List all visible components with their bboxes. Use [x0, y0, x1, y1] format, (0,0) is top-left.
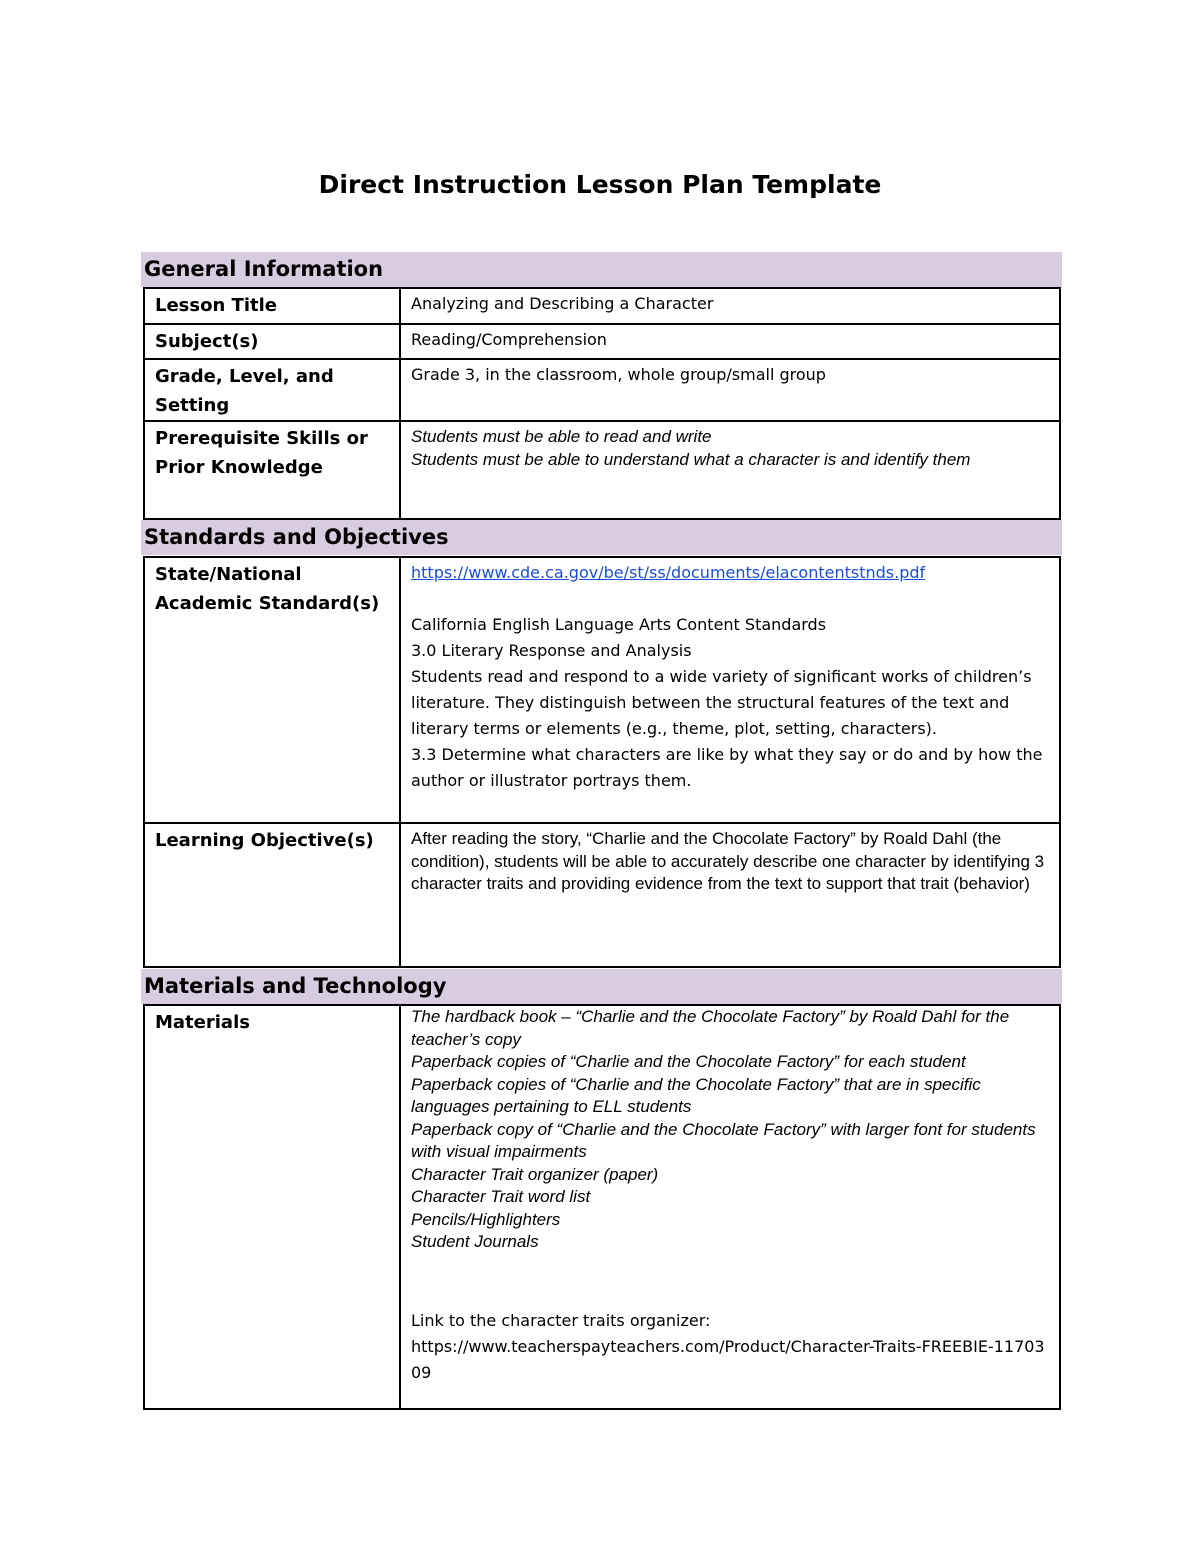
learning-objectives-label: Learning Objective(s) [144, 823, 400, 967]
materials-item: Character Trait organizer (paper) [411, 1164, 659, 1184]
prerequisite-line: Students must be able to read and write [411, 427, 712, 446]
grade-level-setting-value: Grade 3, in the classroom, whole group/small group [400, 359, 1060, 421]
standards-line: 3.3 Determine what characters are like by what they say or do and by how the author or illustrator portrays them. [411, 745, 1043, 790]
organizer-link[interactable]: https://www.teacherspayteachers.com/Product/Character-Traits-FREEBIE-1170309 [411, 1336, 1045, 1382]
materials-item: Pencils/Highlighters [411, 1209, 561, 1229]
prerequisite-skills-label: Prerequisite Skills or Prior Knowledge [144, 421, 400, 519]
learning-objectives-value: After reading the story, “Charlie and the Chocolate Factory” by Roald Dahl (the condition), students will be able to accurately describe one character by identifying 3 character traits and providing evidence from the text to support that trait (behavior) [400, 823, 1060, 967]
materials-and-technology-table [143, 1004, 1061, 1410]
table-row-subjects [144, 324, 1060, 359]
standards-and-objectives-table [143, 556, 1061, 968]
section-header-general-information: General Information [141, 252, 1062, 287]
academic-standards-value [400, 557, 1060, 823]
subjects-label: Subject(s) [144, 324, 400, 359]
materials-value [400, 1005, 1060, 1409]
table-row-grade-level-setting [144, 359, 1060, 421]
lesson-title-value: Analyzing and Describing a Character [400, 288, 1060, 324]
section-header-standards-and-objectives: Standards and Objectives [141, 520, 1062, 555]
lesson-title-label: Lesson Title [144, 288, 400, 324]
materials-list [411, 1006, 1049, 1254]
page-title: Direct Instruction Lesson Plan Template [318, 170, 882, 199]
general-information-table [143, 287, 1061, 520]
materials-item: Paperback copies of “Charlie and the Chocolate Factory” that are in specific languages pertaining to ELL students [411, 1074, 981, 1116]
materials-item: Paperback copies of “Charlie and the Chocolate Factory” for each student [411, 1052, 966, 1071]
section-header-materials-and-technology: Materials and Technology [141, 969, 1062, 1004]
table-row-lesson-title [144, 288, 1060, 324]
prerequisite-line: Students must be able to understand what a character is and identify them [411, 449, 971, 469]
materials-item: Character Trait word list [411, 1187, 591, 1206]
academic-standards-label: State/National Academic Standard(s) [144, 557, 400, 823]
standards-link[interactable]: https://www.cde.ca.gov/be/st/ss/documents/elacontentstnds.pdf [411, 563, 926, 582]
standards-line: Students read and respond to a wide variety of significant works of children’s literature. They distinguish between the structural features of the text and literary terms or elements (e.g., theme, plot, setting, characters). [411, 667, 1032, 738]
spacer [411, 1254, 1049, 1308]
prerequisite-skills-value [400, 421, 1060, 519]
table-row-prerequisite-skills [144, 421, 1060, 519]
materials-item: Paperback copy of “Charlie and the Chocolate Factory” with larger font for students with visual impairments [411, 1119, 1036, 1161]
materials-item: The hardback book – “Charlie and the Chocolate Factory” by Roald Dahl for the teacher’s copy [411, 1007, 1010, 1049]
table-row-materials [144, 1005, 1060, 1409]
grade-level-setting-label: Grade, Level, and Setting [144, 359, 400, 421]
table-row-academic-standards [144, 557, 1060, 823]
materials-label: Materials [144, 1005, 400, 1409]
spacer [411, 586, 1049, 612]
table-row-learning-objectives [144, 823, 1060, 967]
organizer-link-label: Link to the character traits organizer: [411, 1310, 711, 1330]
subjects-value: Reading/Comprehension [400, 324, 1060, 359]
materials-item: Student Journals [411, 1232, 539, 1251]
standards-line: 3.0 Literary Response and Analysis [411, 641, 692, 660]
standards-line: California English Language Arts Content Standards [411, 615, 827, 634]
